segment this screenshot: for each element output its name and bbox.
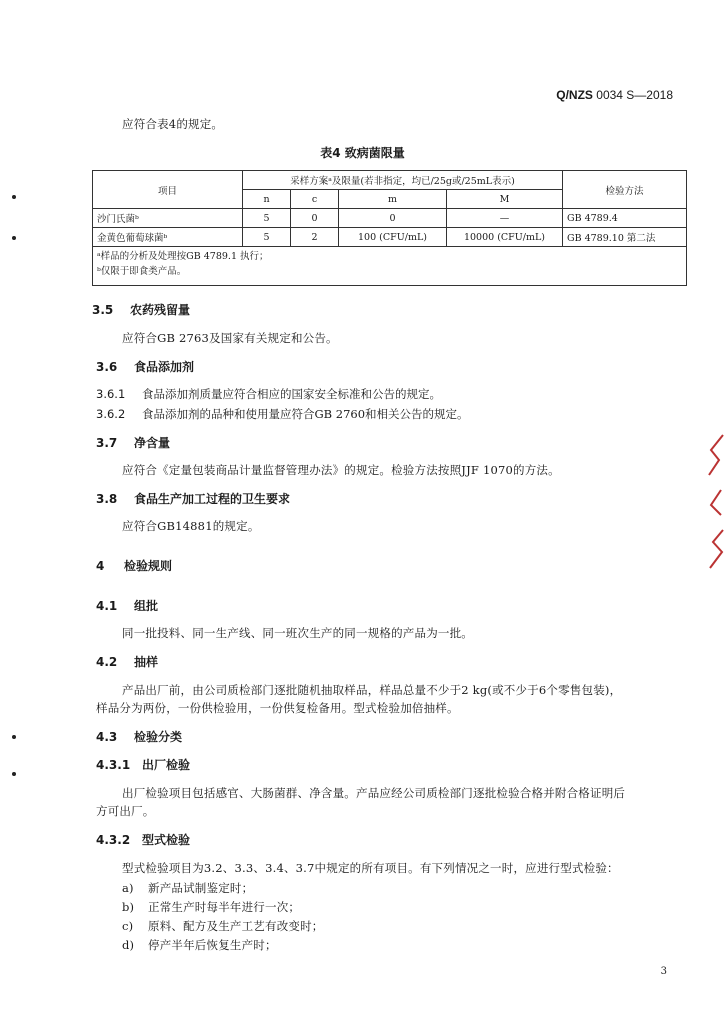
section-4-1-heading: 4.1 组批 [96, 599, 159, 613]
row-item: 金黄色葡萄球菌ᵇ [93, 228, 243, 247]
section-3-5-text: 应符合GB 2763及国家有关规定和公告。 [122, 331, 338, 345]
list-item: b) 正常生产时每半年进行一次； [122, 900, 301, 914]
section-4-3-2-text: 型式检验项目为3.2、3.3、3.4、3.7中规定的所有项目。有下列情况之一时，应进行型式检验： [122, 861, 619, 875]
row-c: 0 [291, 209, 339, 228]
header-item: 项目 [93, 171, 243, 209]
header-n: n [243, 190, 291, 209]
row-c: 2 [291, 228, 339, 247]
row-item: 沙门氏菌ᵇ [93, 209, 243, 228]
section-3-6-heading: 3.6 食品添加剂 [96, 360, 195, 374]
header-m: m [339, 190, 447, 209]
note-a: ᵃ样品的分析及处理按GB 4789.1 执行； [97, 251, 269, 262]
section-4-3-1-heading: 4.3.1 出厂检验 [96, 758, 191, 772]
row-M: — [447, 209, 563, 228]
scan-mark [12, 236, 16, 240]
row-m: 0 [339, 209, 447, 228]
section-3-8-text: 应符合GB14881的规定。 [122, 519, 260, 533]
section-3-7-heading: 3.7 净含量 [96, 436, 171, 450]
page-number: 3 [660, 966, 667, 977]
note-b: ᵇ仅限于即食类产品。 [97, 266, 187, 277]
intro-text: 应符合表4的规定。 [122, 117, 224, 131]
scan-mark [12, 195, 16, 199]
scan-mark [12, 735, 16, 739]
section-4-3-1-text-2: 方可出厂。 [96, 804, 155, 818]
section-4-3-1-text-1: 出厂检验项目包括感官、大肠菌群、净含量。产品应经公司质检部门逐批检验合格并附合格证明后 [122, 786, 626, 800]
header-sampling-plan: 采样方案ᵃ及限量(若非指定，均已/25g或/25mL表示) [243, 171, 563, 190]
row-method: GB 4789.10 第二法 [563, 228, 687, 247]
section-4-3-2-heading: 4.3.2 型式检验 [96, 833, 191, 847]
section-3-6-2: 3.6.2 食品添加剂的品种和使用量应符合GB 2760和相关公告的规定。 [96, 407, 469, 421]
list-item: c) 原料、配方及生产工艺有改变时； [122, 919, 324, 933]
list-item: d) 停产半年后恢复生产时； [122, 938, 277, 952]
section-3-8-heading: 3.8 食品生产加工过程的卫生要求 [96, 492, 291, 506]
header-c: c [291, 190, 339, 209]
table-title: 表4 致病菌限量 [320, 146, 405, 160]
standard-code: Q/NZS 0034 S—2018 [556, 88, 673, 102]
seal-stamp-fragment [705, 430, 725, 580]
table-row [93, 228, 687, 247]
section-3-5-heading: 3.5 农药残留量 [92, 303, 191, 317]
table-row [93, 209, 687, 228]
row-m: 100 (CFU/mL) [339, 228, 447, 247]
list-item: a) 新产品试制鉴定时； [122, 881, 254, 895]
header-M: M [447, 190, 563, 209]
section-4-2-heading: 4.2 抽样 [96, 655, 159, 669]
section-4-2-text-1: 产品出厂前，由公司质检部门逐批随机抽取样品，样品总量不少于2 kg(或不少于6个零售包装)， [122, 683, 622, 697]
row-method: GB 4789.4 [563, 209, 687, 228]
section-3-7-text: 应符合《定量包装商品计量监督管理办法》的规定。检验方法按照JJF 1070的方法。 [122, 463, 560, 477]
section-4-2-text-2: 样品分为两份，一份供检验用，一份供复检备用。型式检验加倍抽样。 [96, 701, 459, 715]
row-n: 5 [243, 228, 291, 247]
header-method: 检验方法 [563, 171, 687, 209]
section-4-3-heading: 4.3 检验分类 [96, 730, 183, 744]
table-notes [93, 247, 687, 286]
row-M: 10000 (CFU/mL) [447, 228, 563, 247]
scan-mark [12, 772, 16, 776]
section-4-heading: 4 检验规则 [96, 559, 173, 573]
row-n: 5 [243, 209, 291, 228]
section-4-1-text: 同一批投料、同一生产线、同一班次生产的同一规格的产品为一批。 [122, 626, 473, 640]
section-3-6-1: 3.6.1 食品添加剂质量应符合相应的国家安全标准和公告的规定。 [96, 387, 441, 401]
pathogen-limit-table [92, 170, 687, 286]
